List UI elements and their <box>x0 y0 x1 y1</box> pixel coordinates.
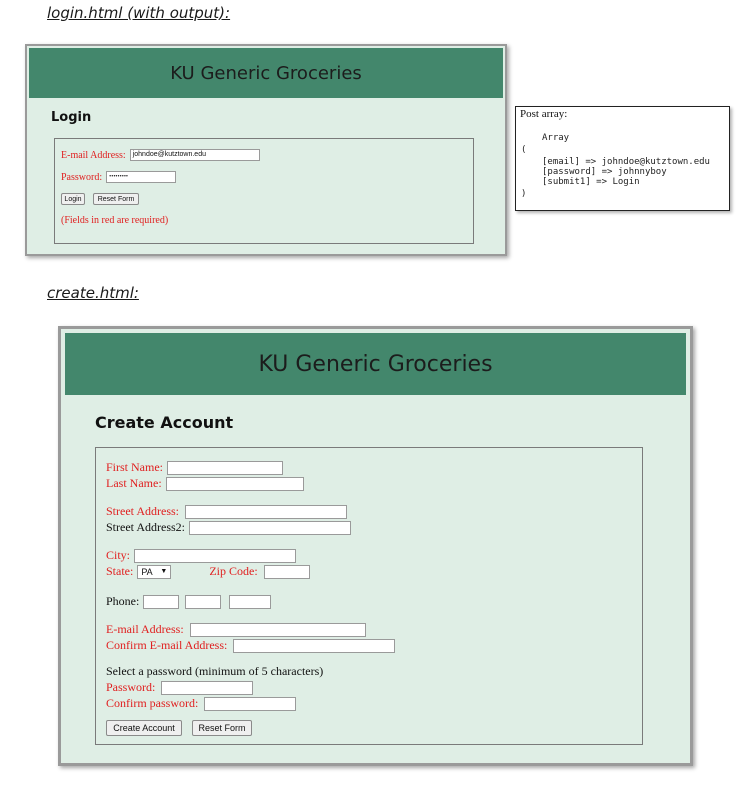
phone-area-input[interactable] <box>143 595 179 609</box>
last-name-input[interactable] <box>166 477 304 491</box>
array-line-password: [password] => johnnyboy <box>542 167 667 177</box>
array-line-submit: [submit1] => Login <box>542 177 640 187</box>
zip-input[interactable] <box>264 565 310 579</box>
create-reset-button[interactable]: Reset Form <box>192 720 252 736</box>
zip-label: Zip Code: <box>209 564 258 578</box>
first-name-input[interactable] <box>167 461 283 475</box>
create-heading: Create Account <box>95 413 234 432</box>
email-label: E-mail Address: <box>61 149 126 161</box>
array-label: Array <box>542 133 570 143</box>
street2-label: Street Address2: <box>106 520 185 534</box>
password-label-create: Password: <box>106 680 156 694</box>
state-select-value: PA <box>141 566 153 577</box>
state-select[interactable] <box>137 565 171 579</box>
phone-prefix-input[interactable] <box>185 595 221 609</box>
street2-input[interactable] <box>189 521 351 535</box>
login-fieldset <box>54 138 474 244</box>
first-name-label: First Name: <box>106 460 163 474</box>
password-input[interactable] <box>106 171 176 183</box>
password-hint: Select a password (minimum of 5 characters) <box>106 664 324 678</box>
confirm-password-label: Confirm password: <box>106 696 199 710</box>
last-name-label: Last Name: <box>106 476 162 490</box>
create-caption: create.html: <box>47 284 139 302</box>
post-array-title: Post array: <box>520 108 568 120</box>
confirm-email-label: Confirm E-mail Address: <box>106 638 228 652</box>
phone-label: Phone: <box>106 594 140 608</box>
email-input[interactable] <box>130 149 260 161</box>
city-input[interactable] <box>134 549 296 563</box>
dropdown-arrow-icon: ▼ <box>160 567 168 575</box>
create-site-title: KU Generic Groceries <box>258 351 493 377</box>
state-label: State: <box>106 564 134 578</box>
login-heading: Login <box>51 110 92 125</box>
create-window <box>58 326 693 766</box>
login-site-title: KU Generic Groceries <box>170 62 362 84</box>
required-note: (Fields in red are required) <box>61 215 169 226</box>
confirm-password-input[interactable] <box>204 697 296 711</box>
confirm-email-input[interactable] <box>233 639 395 653</box>
password-label: Password: <box>61 171 103 183</box>
create-account-button[interactable]: Create Account <box>106 720 182 736</box>
password-input-value: ••••••••• <box>109 174 129 180</box>
street1-label: Street Address: <box>106 504 179 518</box>
array-line-email: [email] => johndoe@kutztown.edu <box>542 157 710 167</box>
post-array-box <box>515 106 730 211</box>
array-close-paren: ) <box>521 189 527 199</box>
email-input-value: johndoe@kutztown.edu <box>132 151 206 158</box>
login-banner <box>29 48 503 98</box>
password-input-create[interactable] <box>161 681 253 695</box>
login-window <box>25 44 507 256</box>
array-open-paren: ( <box>521 145 527 155</box>
create-banner <box>65 333 686 395</box>
login-caption: login.html (with output): <box>47 4 231 22</box>
login-reset-button[interactable]: Reset Form <box>93 193 139 205</box>
street1-input[interactable] <box>185 505 347 519</box>
city-label: City: <box>106 548 131 562</box>
create-fieldset <box>95 447 643 745</box>
email-label-create: E-mail Address: <box>106 622 184 636</box>
email-input-create[interactable] <box>190 623 366 637</box>
phone-line-input[interactable] <box>229 595 271 609</box>
login-button[interactable]: Login <box>61 193 85 205</box>
